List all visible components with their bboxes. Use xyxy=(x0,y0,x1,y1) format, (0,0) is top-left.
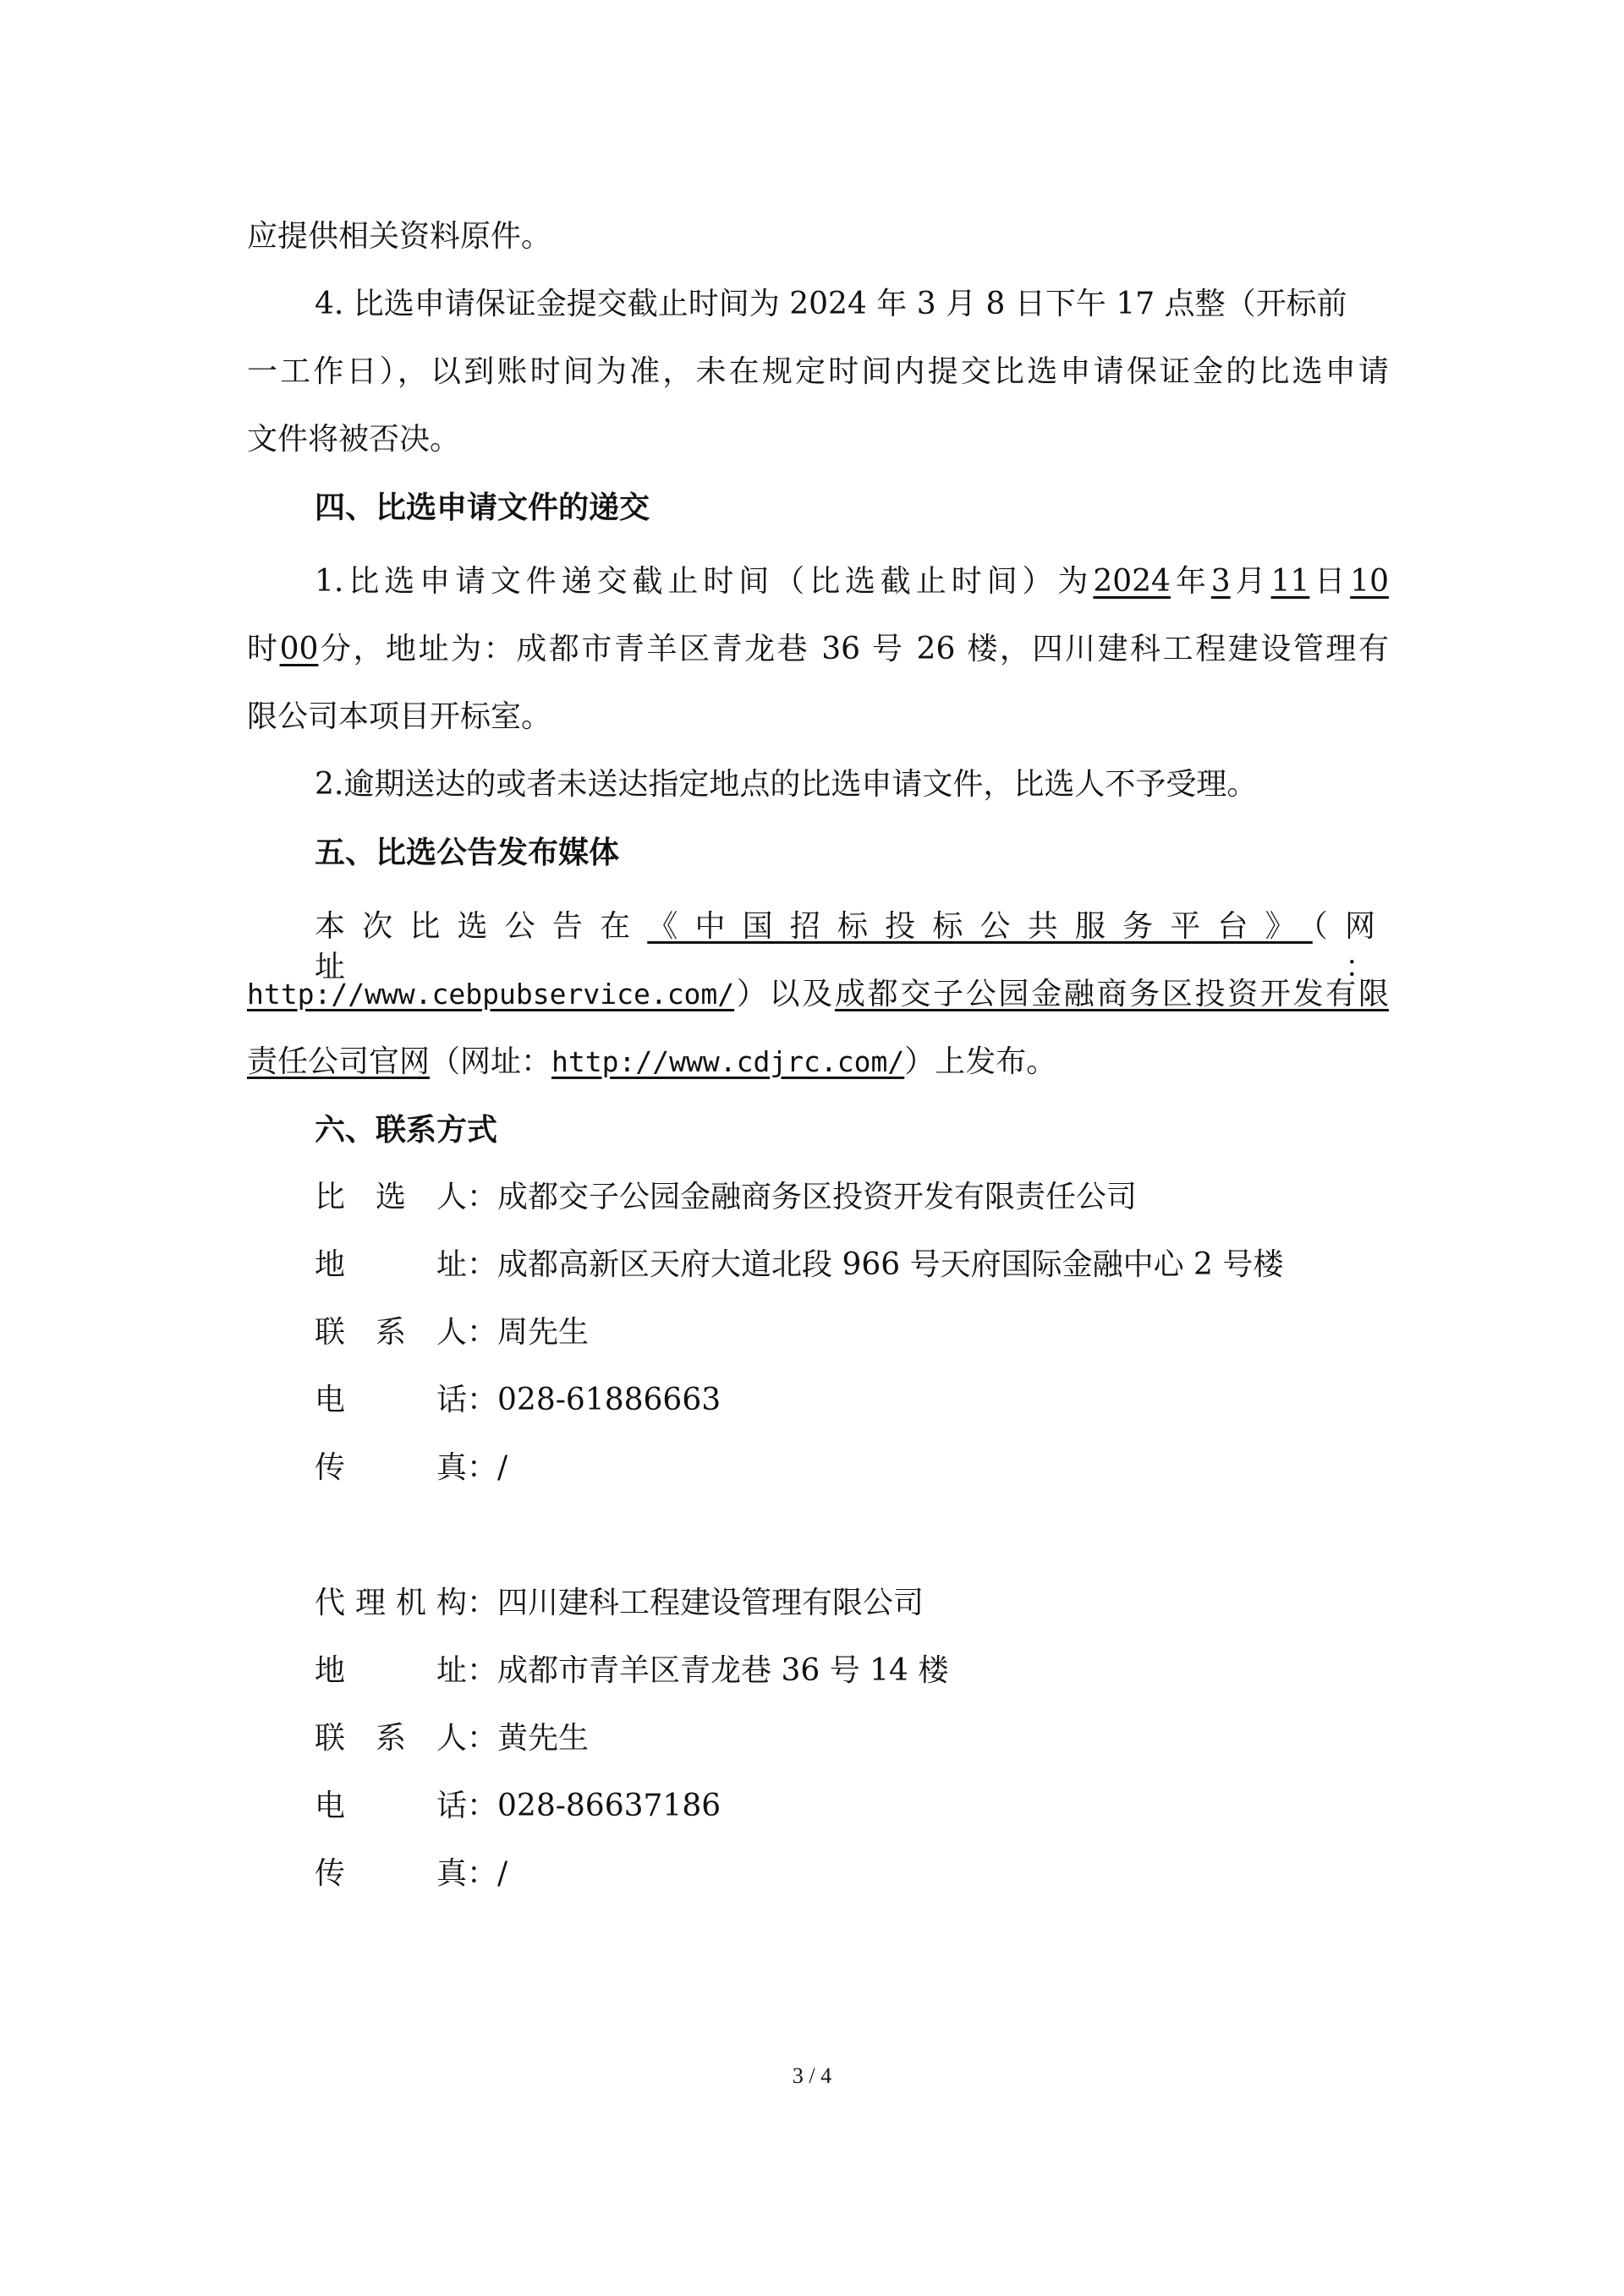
contact-label: 电话 xyxy=(315,1789,467,1823)
platform-link[interactable]: 《中国招标投标公共服务平台》 xyxy=(647,909,1313,944)
contact-label: 代理机构 xyxy=(315,1586,467,1620)
contact-label: 联系人 xyxy=(315,1315,467,1350)
contact-row xyxy=(315,1718,1457,1759)
contact-label: 地址 xyxy=(315,1653,467,1688)
contact-label: 电话 xyxy=(315,1383,467,1417)
contact-colon: ： xyxy=(467,1383,498,1417)
media-text: （网址： xyxy=(315,909,1389,984)
paragraph-line: 应提供相关资料原件。 xyxy=(247,219,552,254)
url-link[interactable]: http://www.cebpubservice.com/ xyxy=(247,978,735,1011)
contact-colon: ： xyxy=(467,1450,498,1485)
contact-colon: ： xyxy=(467,1789,498,1823)
media-text: ）以及 xyxy=(734,977,835,1011)
deadline-month: 3 xyxy=(1210,564,1231,599)
contact-value: 028-61886663 xyxy=(497,1383,721,1417)
contact-value: 成都市青羊区青龙巷 36 号 14 楼 xyxy=(497,1653,949,1688)
contact-colon: ： xyxy=(467,1247,498,1282)
url-link[interactable]: http://www.cdjrc.com/ xyxy=(551,1045,905,1078)
paragraph-line xyxy=(247,974,1389,1015)
contact-colon: ： xyxy=(467,1856,498,1891)
paragraph-line: 2.逾期送达的或者未送达指定地点的比选申请文件，比选人不予受理。 xyxy=(315,767,1258,802)
contact-label: 联系人 xyxy=(315,1721,467,1756)
contact-label: 传真 xyxy=(315,1450,467,1485)
contact-row xyxy=(315,1786,1457,1827)
contact-row xyxy=(315,1448,1457,1488)
org-link[interactable]: 责任公司官网 xyxy=(247,1044,431,1079)
section-heading: 五、比选公告发布媒体 xyxy=(315,835,620,870)
deadline-hour: 10 xyxy=(1350,564,1389,599)
contact-value: 四川建科工程建设管理有限公司 xyxy=(497,1586,924,1620)
contact-row xyxy=(315,1854,1457,1894)
deadline-day: 11 xyxy=(1270,564,1310,599)
deadline-text: 日 xyxy=(1309,564,1351,599)
contact-colon: ： xyxy=(467,1586,498,1620)
deadline-minute: 00 xyxy=(279,632,319,666)
contact-value: 黄先生 xyxy=(497,1721,590,1756)
contact-row xyxy=(315,1583,1457,1624)
deadline-year: 2024 xyxy=(1093,564,1171,599)
media-text: 本次比选公告在 xyxy=(315,909,648,944)
deadline-text: 年 xyxy=(1170,564,1211,599)
contact-label: 地址 xyxy=(315,1247,467,1282)
org-link[interactable]: 成都交子公园金融商务区投资开发有限 xyxy=(834,977,1389,1011)
section-heading: 六、联系方式 xyxy=(315,1112,498,1148)
paragraph-line: 一工作日），以到账时间为准，未在规定时间内提交比选申请保证金的比选申请 xyxy=(247,354,1389,389)
contact-row xyxy=(315,1380,1457,1421)
contact-row xyxy=(315,1177,1457,1218)
contact-value: / xyxy=(497,1856,508,1891)
contact-value: 周先生 xyxy=(497,1315,590,1350)
contact-label: 传真 xyxy=(315,1856,467,1891)
deadline-text: 分，地址为：成都市青羊区青龙巷 36 号 26 楼，四川建科工程建设管理有 xyxy=(318,632,1389,666)
contact-row xyxy=(315,1312,1457,1353)
deadline-text: 月 xyxy=(1230,564,1271,599)
contact-value: 成都交子公园金融商务区投资开发有限责任公司 xyxy=(497,1180,1138,1214)
paragraph-line: 限公司本项目开标室。 xyxy=(247,699,552,734)
paragraph-line xyxy=(247,629,1389,670)
contact-row xyxy=(315,1651,1457,1691)
paragraph-line xyxy=(315,562,1389,602)
contact-value: 成都高新区天府大道北段 966 号天府国际金融中心 2 号楼 xyxy=(497,1247,1284,1282)
paragraph-line: 文件将被否决。 xyxy=(247,422,461,457)
contact-label: 比选人 xyxy=(315,1180,467,1214)
contact-row xyxy=(315,1245,1457,1285)
contact-value: 028-86637186 xyxy=(497,1789,721,1823)
contact-colon: ： xyxy=(467,1721,498,1756)
media-text: ）上发布。 xyxy=(904,1044,1057,1079)
deadline-text: 时 xyxy=(247,632,280,666)
contact-colon: ： xyxy=(467,1180,498,1214)
page-number: 3 / 4 xyxy=(792,2063,832,2088)
deadline-text: 1.比选申请文件递交截止时间（比选截止时间）为 xyxy=(315,564,1094,599)
contact-colon: ： xyxy=(467,1315,498,1350)
media-text: （网址： xyxy=(430,1044,552,1079)
paragraph-line: 4. 比选申请保证金提交截止时间为 2024 年 3 月 8 日下午 17 点整（开标前 xyxy=(315,287,1347,321)
paragraph-line xyxy=(247,1042,1389,1082)
paragraph-line xyxy=(315,907,1389,984)
section-heading: 四、比选申请文件的递交 xyxy=(315,490,650,525)
contact-value: / xyxy=(497,1450,508,1485)
contact-colon: ： xyxy=(467,1653,498,1688)
